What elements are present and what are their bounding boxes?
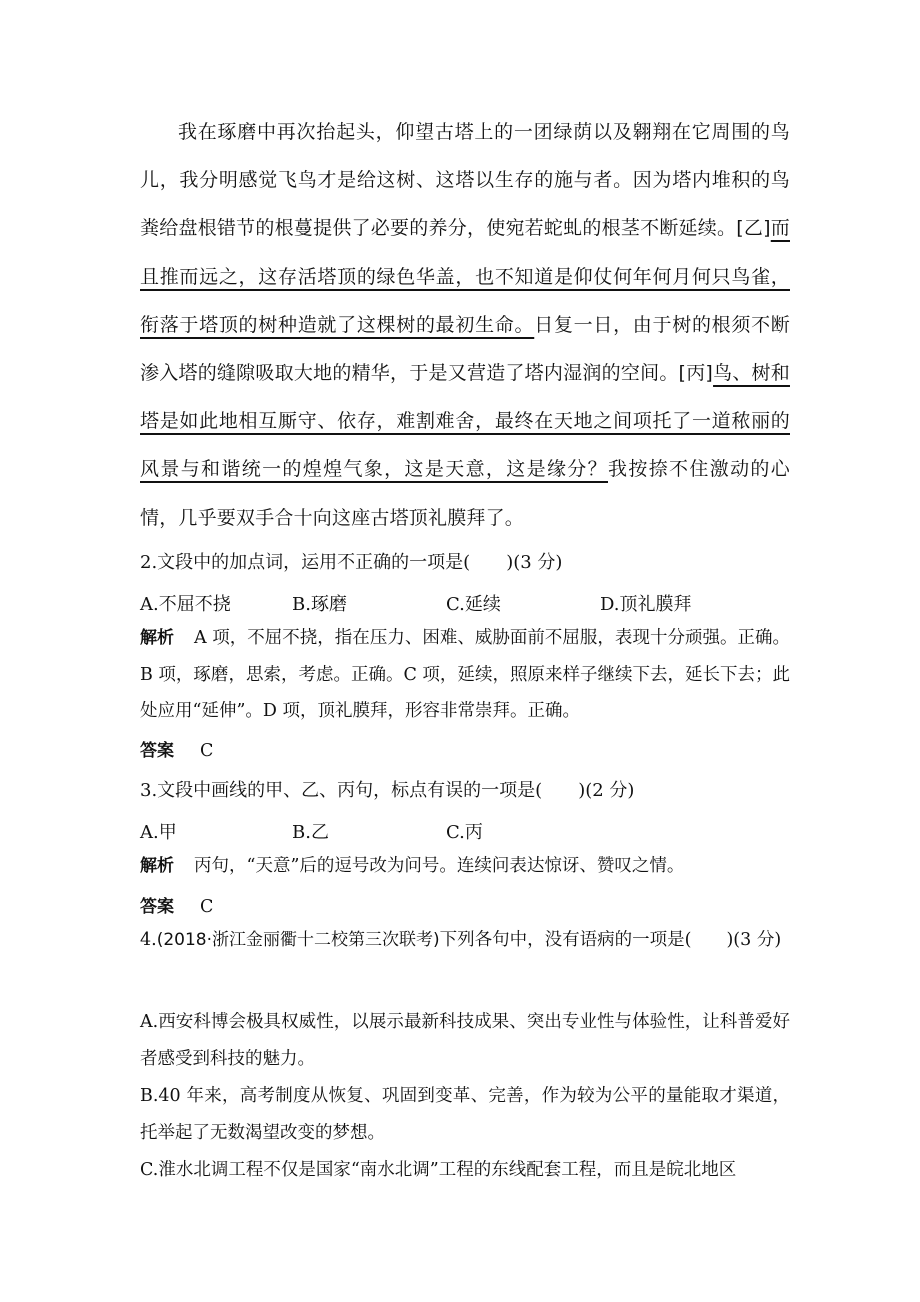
passage-paragraph bbox=[140, 108, 790, 542]
question-2-stem: 2.文段中的加点词，运用不正确的一项是( )(3 分) bbox=[140, 552, 563, 573]
q4-source: (2018·浙江金丽衢十二校第三次联考) bbox=[156, 930, 440, 950]
q3-answer bbox=[140, 892, 790, 917]
q2-answer-value: C bbox=[200, 741, 214, 761]
reading-passage bbox=[140, 108, 790, 542]
q4-option-c: C.淮水北调工程不仅是国家“南水北调”工程的东线配套工程，而且是皖北地区 bbox=[140, 1160, 737, 1180]
q2-answer bbox=[140, 736, 790, 761]
question-3-stem: 3.文段中画线的甲、乙、丙句，标点有误的一项是( )(2 分) bbox=[140, 780, 635, 801]
q3-option-b: B.乙 bbox=[292, 822, 329, 843]
q3-analysis-text: 丙句，“天意”后的逗号改为问号。连续问表达惊讶、赞叹之情。 bbox=[194, 856, 685, 876]
passage-text-1: 我在琢磨中再次抬起头，仰望古塔上的一团绿荫以及翱翔在它周围的鸟儿，我分明感觉飞鸟才是给这树、这塔以生存的施与者。因为塔内堆积的鸟粪给盘根错节的根蔓提供了必要的养分，使宛若蛇虬的根茎不断延续。[乙] bbox=[140, 121, 790, 240]
q4-stem-text: 下列各句中，没有语病的一项是( )(3 分) bbox=[439, 930, 782, 950]
q2-analysis bbox=[140, 620, 790, 730]
analysis-label: 解析 bbox=[140, 856, 174, 876]
q2-option-d: D.顶礼膜拜 bbox=[600, 594, 692, 615]
underlined-sentence-bing: 鸟、树和塔是如此地相互厮守、依存，难割难舍，最终在天地之间项托了一道秾丽的风景与和谐统一的煌煌气象，这是天意，这是缘分？ bbox=[140, 362, 790, 481]
q3-option-a: A.甲 bbox=[140, 822, 177, 843]
passage-text-2: 日复一日，由于树的根须不断渗入塔的缝隙吸取大地的精华，于是又营造了塔内湿润的空间。[丙] bbox=[140, 313, 790, 385]
q2-option-b: B.琢磨 bbox=[292, 594, 347, 615]
answer-label: 答案 bbox=[140, 741, 174, 761]
q3-answer-value: C bbox=[200, 897, 214, 917]
q4-option-a: A.西安科博会极具权威性，以展示最新科技成果、突出专业性与体验性，让科普爱好者感受到科技的魅力。 bbox=[140, 1012, 790, 1069]
q2-option-a: A.不屈不挠 bbox=[140, 594, 231, 615]
passage-text-3: 我按捺不住激动的心情，几乎要双手合十向这座古塔顶礼膜拜了。 bbox=[140, 458, 790, 529]
q3-analysis bbox=[140, 848, 790, 885]
q3-option-c: C.丙 bbox=[446, 822, 483, 843]
q2-option-c: C.延续 bbox=[446, 594, 501, 615]
underlined-sentence-yi: 而且推而远之，这存活塔顶的绿色华盖，也不知道是仰仗何年何月何只鸟雀，衔落于塔顶的树种造就了这棵树的最初生命。 bbox=[140, 217, 790, 336]
q4-number: 4. bbox=[140, 930, 157, 950]
answer-label: 答案 bbox=[140, 897, 174, 917]
question-4-stem bbox=[140, 922, 790, 959]
q2-analysis-text: A 项，不屈不挠，指在压力、困难、威胁面前不屈服，表现十分顽强。正确。B 项，琢磨，思索，考虑。正确。C 项，延续，照原来样子继续下去，延长下去；此处应用“延伸”。D 项，顶礼膜拜，形容非常崇拜。正确。 bbox=[140, 628, 791, 721]
analysis-label: 解析 bbox=[140, 628, 175, 648]
q4-option-b: B.40 年来，高考制度从恢复、巩固到变革、完善，作为较为公平的量能取才渠道，托举起了无数渴望改变的梦想。 bbox=[140, 1086, 790, 1143]
